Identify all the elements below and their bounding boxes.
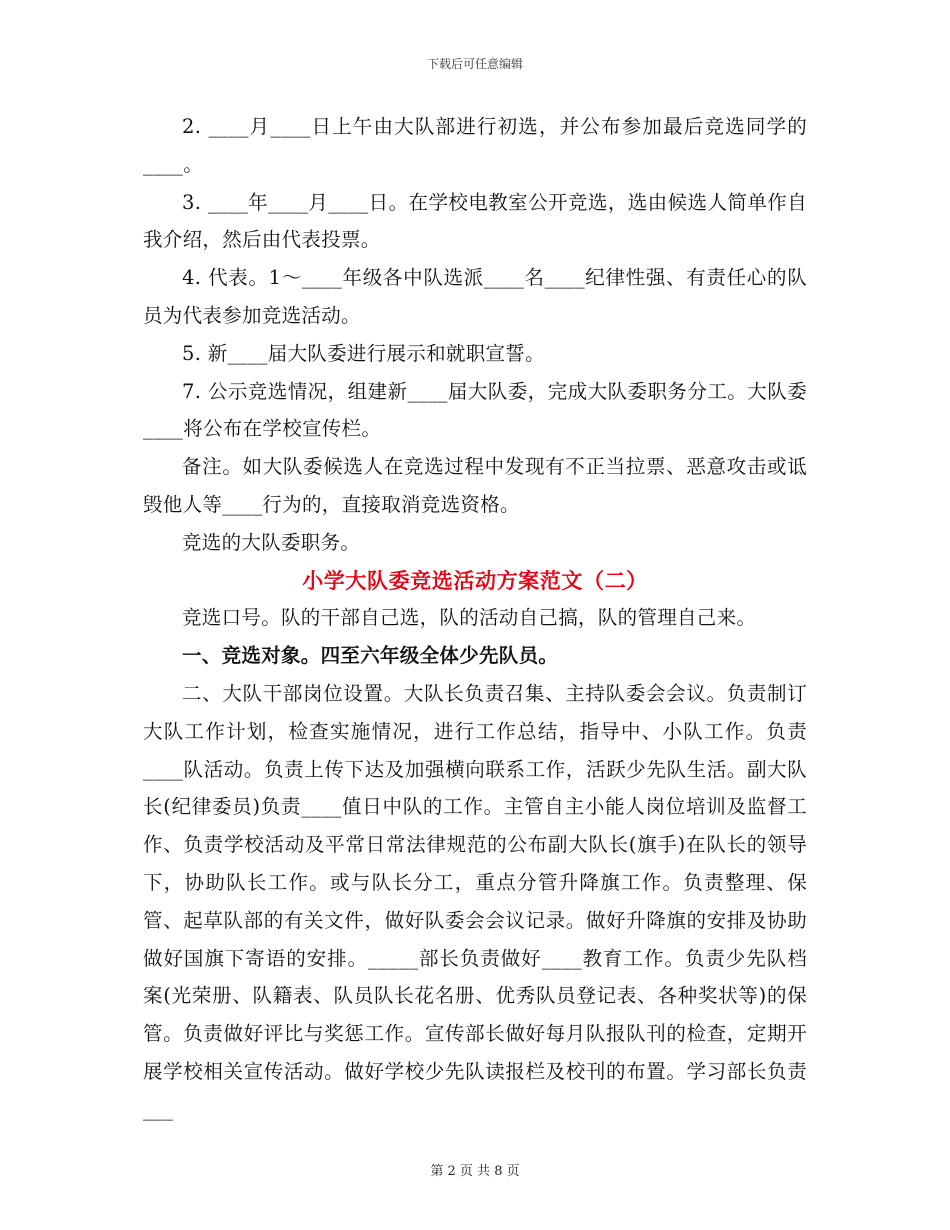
paragraph-target: 一、竞选对象。四至六年级全体少先队员。 [182, 644, 559, 668]
page-header-note: 下载后可任意编辑 [426, 57, 523, 71]
document-body [143, 108, 807, 1129]
paragraph-step-3: 3. ____年____月____日。在学校电教室公开竞选，选由候选人简单作自我介绍，然后由代表投票。 [143, 190, 807, 252]
paragraph-step-4: 4. 代表。1～____年级各中队选派____名____纪律性强、有责任心的队员为代表参加竞选活动。 [143, 266, 807, 327]
section-title: 小学大队委竞选活动方案范文（二） [302, 567, 648, 593]
paragraph-step-5: 5. 新____届大队委进行展示和就职宣誓。 [182, 341, 545, 365]
page-number: 第 2 页 共 8 页 [430, 1164, 520, 1179]
paragraph-slogan: 竞选口号。队的干部自己选，队的活动自己搞，队的管理自己来。 [182, 606, 757, 630]
paragraph-remark: 备注。如大队委候选人在竞选过程中发现有不正当拉票、恶意攻击或诋毁他人等____行为的，直接取消竞选资格。 [143, 455, 807, 516]
paragraph-positions-intro: 竞选的大队委职务。 [182, 530, 361, 554]
paragraph-step-7: 7. 公示竞选情况，组建新____届大队委，完成大队委职务分工。大队委____将公布在学校宣传栏。 [143, 379, 807, 441]
paragraph-positions: 二、大队干部岗位设置。大队长负责召集、主持队委会会议。负责制订大队工作计划，检查实施情况，进行工作总结，指导中、小队工作。负责____队活动。负责上传下达及加强横向联系工作，活跃少先队生活。副大队长(纪律委员)负责____值日中队的工作。主管自主小能人岗位培训及监督工作、负责学校活动及平常日常法律规范的公布副大队长(旗手)在队长的领导下，协助队长工作。或与队长分工，重点分管升降旗工作。负责整理、保管、起草队部的有关文件，做好队委会会议记录。做好升降旗的安排及协助做好国旗下寄语的安排。_____部长负责做好____教育工作。负责少先队档案(光荣册、队籍表、队员队长花名册、优秀队员登记表、各种奖状等)的保管。负责做好评比与奖惩工作。宣传部长做好每月队报队刊的检查，定期开展学校相关宣传活动。做好学校少先队读报栏及校刊的布置。学习部长负责___ [143, 681, 807, 1121]
paragraph-step-2: 2. ____月____日上午由大队部进行初选，并公布参加最后竞选同学的____。 [143, 115, 807, 176]
